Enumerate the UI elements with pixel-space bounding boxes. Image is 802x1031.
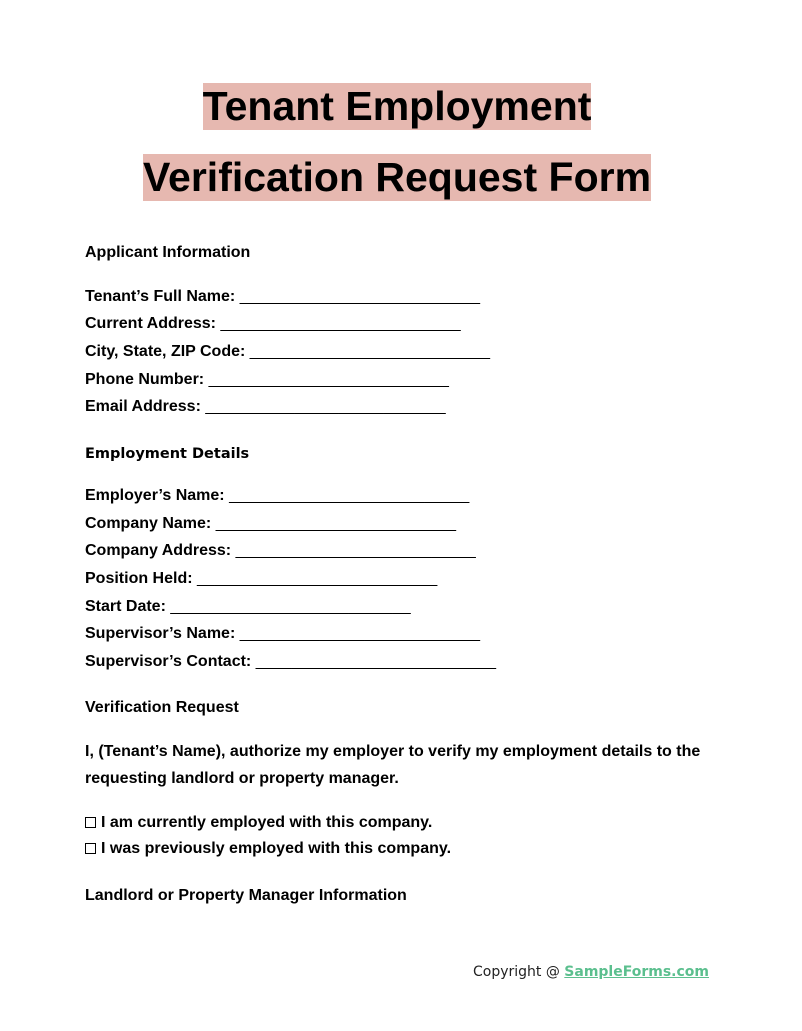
checkbox-icon[interactable] [85, 843, 96, 854]
field-blank[interactable]: ___________________________ [170, 598, 411, 615]
employer-name-field[interactable] [85, 486, 469, 506]
landlord-section-heading: Landlord or Property Manager Information [85, 887, 407, 904]
city-state-zip-field[interactable] [85, 342, 490, 362]
field-label: Supervisor’s Contact: [85, 653, 252, 670]
field-label: Tenant’s Full Name: [85, 288, 236, 305]
field-blank[interactable]: ___________________________ [239, 288, 480, 305]
field-label: Position Held: [85, 570, 193, 587]
authorization-paragraph: I, (Tenant’s Name), authorize my employer to verify my employment details to the requesting landlord or property manager. [85, 743, 701, 787]
checkbox-icon[interactable] [85, 817, 96, 828]
field-blank[interactable]: ___________________________ [205, 398, 446, 415]
field-blank[interactable]: ___________________________ [239, 625, 480, 642]
employment-section-heading: Employment Details [85, 446, 250, 462]
company-address-field[interactable] [85, 541, 476, 561]
field-blank[interactable]: ___________________________ [255, 653, 496, 670]
applicant-section-heading: Applicant Information [85, 244, 251, 261]
field-label: Supervisor’s Name: [85, 625, 236, 642]
field-label: Current Address: [85, 315, 216, 332]
supervisor-name-field[interactable] [85, 624, 480, 644]
email-address-field[interactable] [85, 397, 446, 417]
phone-number-field[interactable] [85, 370, 449, 390]
field-blank[interactable]: ___________________________ [197, 570, 438, 587]
current-address-field[interactable] [85, 314, 461, 334]
copyright-text: Copyright @ [472, 964, 565, 980]
field-label: Start Date: [85, 598, 166, 615]
field-blank[interactable]: ___________________________ [220, 315, 461, 332]
title-line-1: Tenant Employment [202, 83, 592, 129]
field-label: Employer’s Name: [85, 487, 225, 504]
company-name-field[interactable] [85, 514, 456, 534]
title-line-2: Verification Request Form [142, 154, 652, 200]
field-label: Email Address: [85, 398, 201, 415]
verification-section-heading: Verification Request [85, 699, 239, 716]
field-label: City, State, ZIP Code: [85, 343, 246, 360]
supervisor-contact-field[interactable] [85, 652, 496, 672]
document-title [0, 83, 794, 201]
field-blank[interactable]: ___________________________ [229, 487, 470, 504]
checkbox-previously-employed[interactable] [85, 839, 451, 859]
checkbox-label: I was previously employed with this company. [101, 840, 452, 857]
position-held-field[interactable] [85, 569, 437, 589]
sampleforms-link[interactable]: SampleForms.com [564, 964, 709, 980]
field-label: Company Name: [85, 515, 212, 532]
checkbox-label: I am currently employed with this company. [101, 814, 433, 831]
checkbox-currently-employed[interactable] [85, 813, 432, 833]
start-date-field[interactable] [85, 597, 411, 617]
field-blank[interactable]: ___________________________ [235, 542, 476, 559]
field-blank[interactable]: ___________________________ [215, 515, 456, 532]
field-label: Phone Number: [85, 371, 205, 388]
field-blank[interactable]: ___________________________ [208, 371, 449, 388]
copyright-footer [473, 964, 709, 980]
field-label: Company Address: [85, 542, 232, 559]
tenant-full-name-field[interactable] [85, 287, 480, 307]
field-blank[interactable]: ___________________________ [249, 343, 491, 360]
